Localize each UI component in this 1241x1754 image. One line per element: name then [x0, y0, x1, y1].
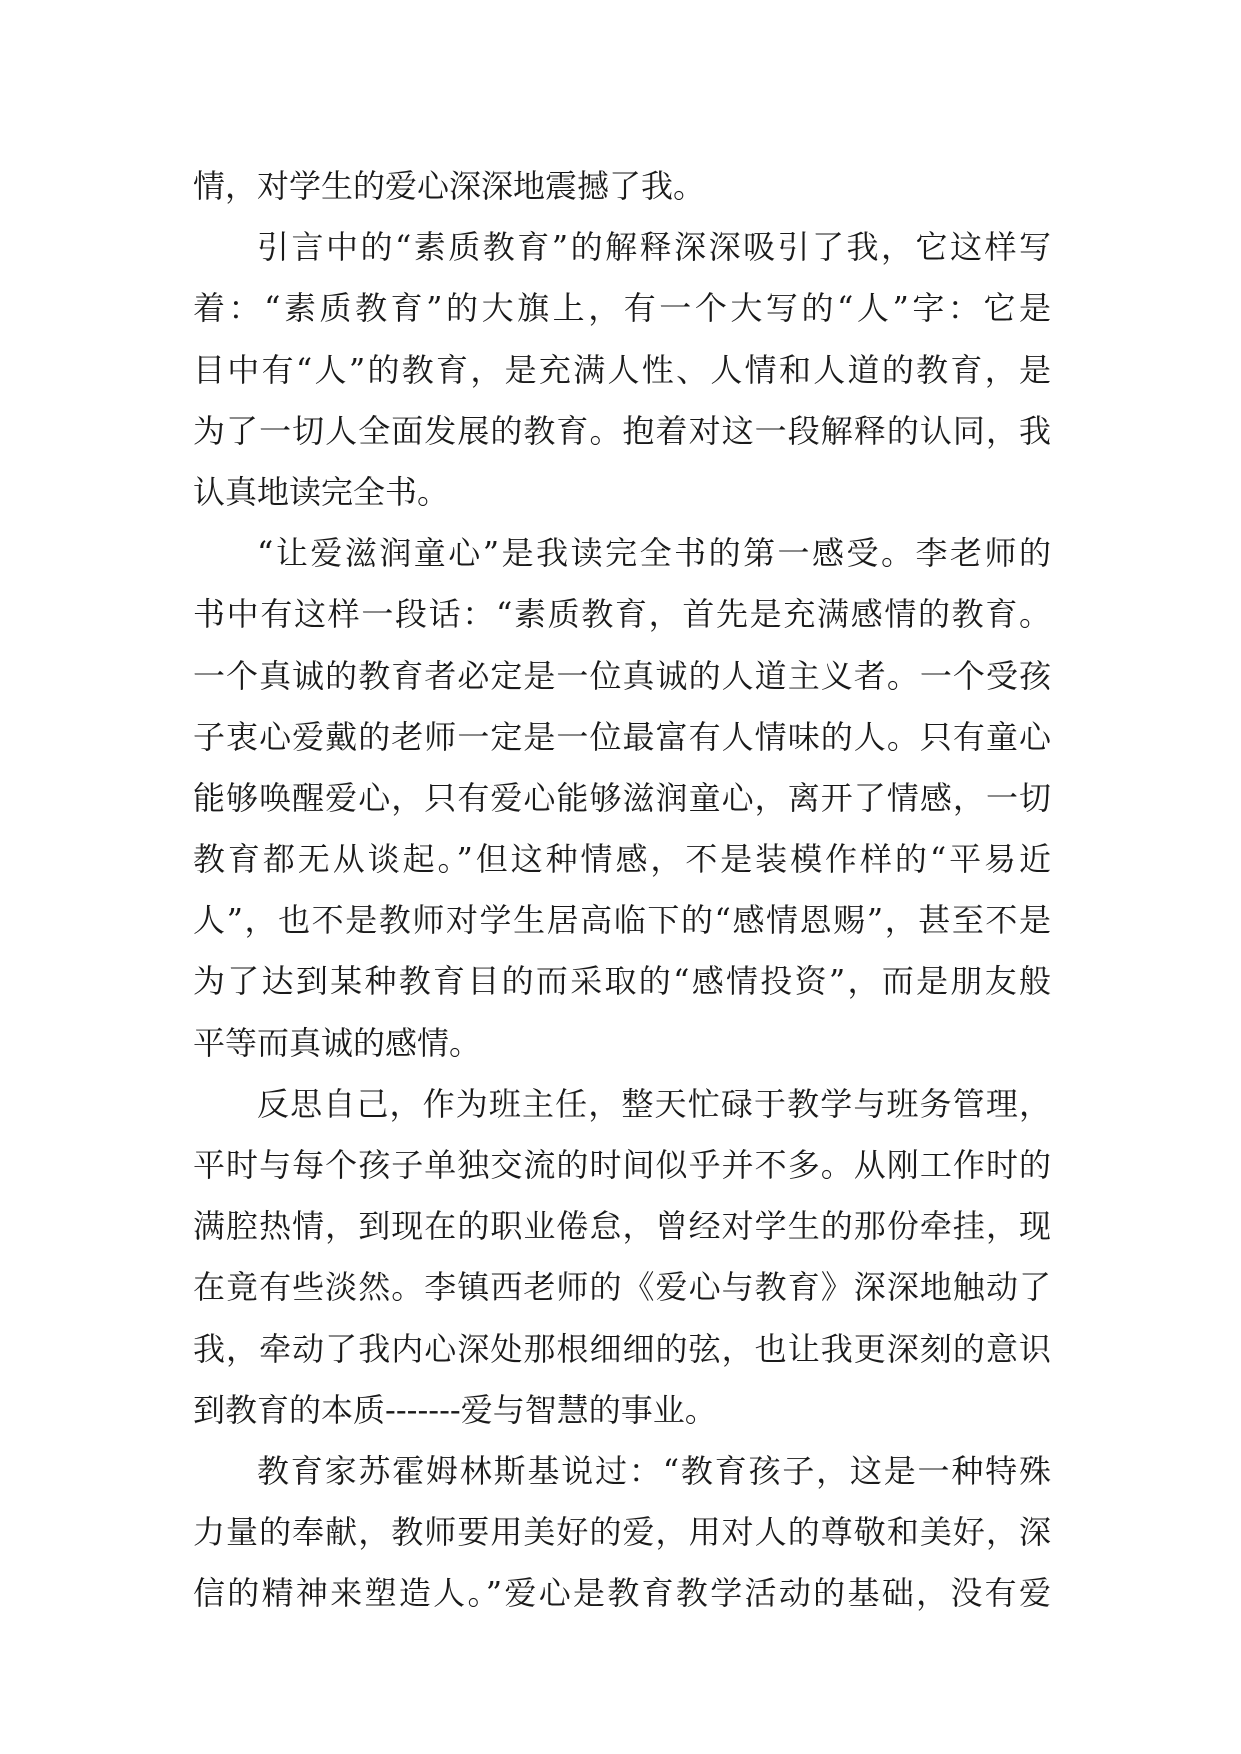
body-text	[193, 156, 1051, 1625]
text-line: 满腔热情，到现在的职业倦怠，曾经对学生的那份牵挂，现	[193, 1207, 1051, 1246]
text-line: 力量的奉献，教师要用美好的爱，用对人的尊敬和美好，深	[193, 1513, 1051, 1552]
text-line: 目中有“人”的教育，是充满人性、人情和人道的教育，是	[193, 350, 1051, 389]
text-line: “让爱滋润童心”是我读完全书的第一感受。李老师的	[257, 534, 1051, 573]
text-line: 情，对学生的爱心深深地震撼了我。	[193, 167, 706, 205]
text-line: 信的精神来塑造人。”爱心是教育教学活动的基础，没有爱	[193, 1574, 1051, 1613]
text-line: 在竟有些淡然。李镇西老师的《爱心与教育》深深地触动了	[193, 1268, 1051, 1307]
text-line: 人”，也不是教师对学生居高临下的“感情恩赐”，甚至不是	[193, 901, 1051, 940]
text-line: 平时与每个孩子单独交流的时间似乎并不多。从刚工作时的	[193, 1146, 1051, 1184]
text-line: 认真地读完全书。	[193, 472, 450, 511]
text-line: 着：“素质教育”的大旗上，有一个大写的“人”字：它是	[193, 289, 1051, 328]
text-line: 为了一切人全面发展的教育。抱着对这一段解释的认同，我	[193, 411, 1051, 450]
text-line: 反思自己，作为班主任，整天忙碌于教学与班务管理，	[257, 1084, 1051, 1123]
text-line: 到教育的本质-------爱与智慧的事业。	[193, 1390, 717, 1429]
text-line: 教育家苏霍姆林斯基说过：“教育孩子，这是一种特殊	[257, 1451, 1051, 1490]
text-line: 教育都无从谈起。”但这种情感，不是装模作样的“平易近	[193, 840, 1051, 879]
text-line: 书中有这样一段话：“素质教育，首先是充满感情的教育。	[193, 595, 1051, 634]
text-line: 一个真诚的教育者必定是一位真诚的人道主义者。一个受孩	[193, 656, 1051, 695]
text-line: 能够唤醒爱心，只有爱心能够滋润童心，离开了情感，一切	[193, 778, 1051, 817]
text-line: 为了达到某种教育目的而采取的“感情投资”，而是朋友般	[193, 962, 1051, 1001]
text-line: 平等而真诚的感情。	[193, 1023, 482, 1062]
text-line: 我，牵动了我内心深处那根细细的弦，也让我更深刻的意识	[193, 1329, 1051, 1368]
text-line: 子衷心爱戴的老师一定是一位最富有人情味的人。只有童心	[193, 717, 1051, 756]
text-line: 引言中的“素质教育”的解释深深吸引了我，它这样写	[257, 228, 1051, 267]
